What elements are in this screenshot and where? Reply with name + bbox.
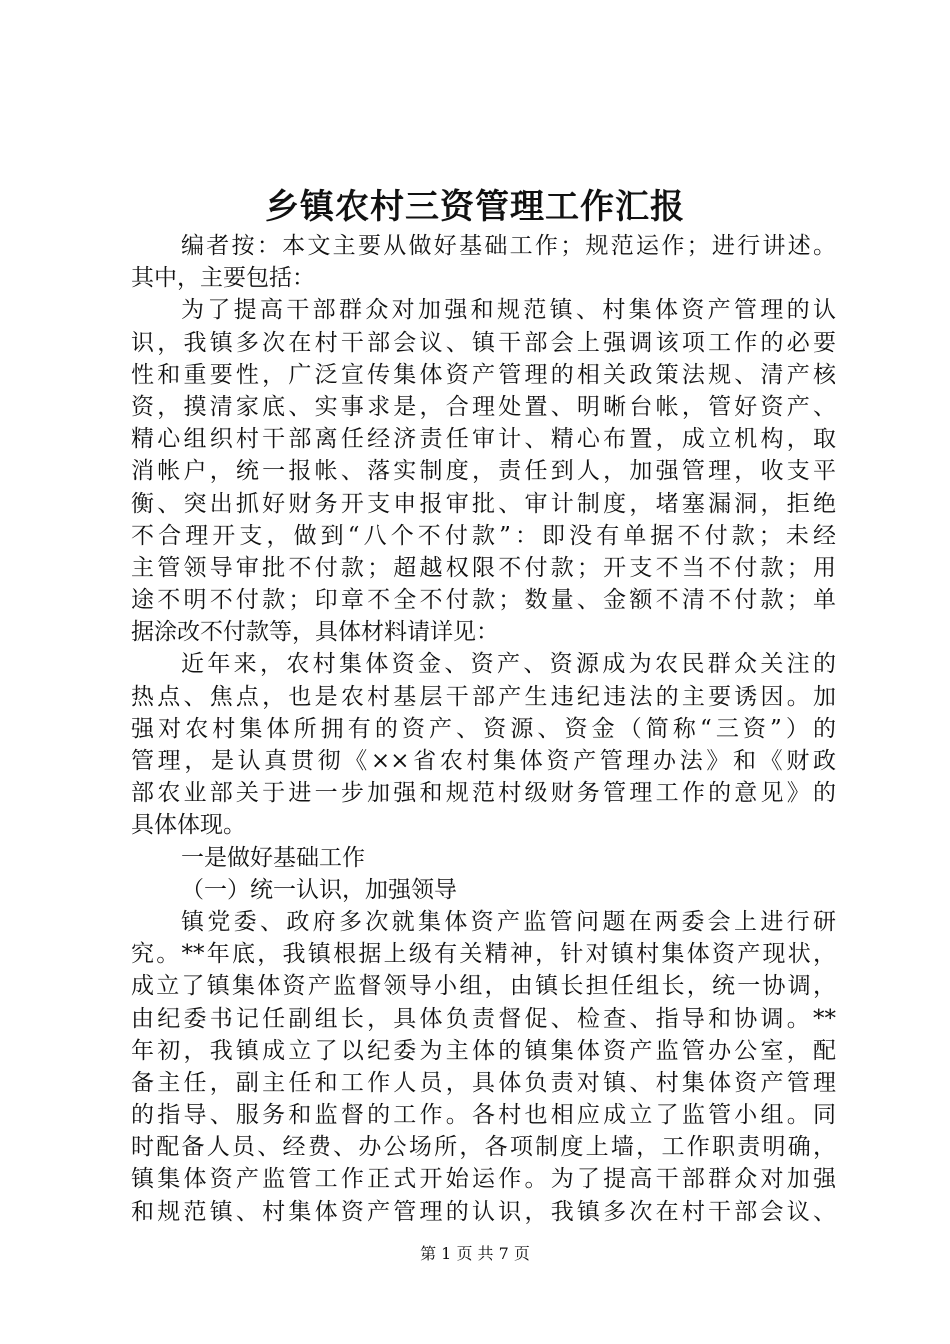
section-heading: 一是做好基础工作 [181,844,365,871]
text-line: 衡、突出抓好财务开支申报审批、审计制度，堵塞漏洞，拒绝 [131,490,836,517]
page-number-footer: 第 1 页 共 7 页 [420,1244,530,1263]
subsection-heading: （一）统一认识，加强领导 [181,876,457,903]
text-line: 近年来，农村集体资金、资产、资源成为农民群众关注的 [181,651,836,678]
text-line: 性和重要性，广泛宣传集体资产管理的相关政策法规、清产核 [131,361,836,388]
text-line: 成立了镇集体资产监督领导小组，由镇长担任组长，统一协调， [131,973,836,1000]
text-line: 编者按：本文主要从做好基础工作；规范运作；进行讲述。 [181,233,836,259]
document-body [131,230,836,1228]
text-line: 消帐户，统一报帐、落实制度，责任到人，加强管理，收支平 [131,458,836,485]
document-title: 乡镇农村三资管理工作汇报 [265,187,685,227]
text-line: 强对农村集体所拥有的资产、资源、资金（简称“三资”）的 [131,715,836,742]
text-line: 时配备人员、经费、办公场所，各项制度上墙，工作职责明确， [131,1134,836,1161]
text-line: 其中，主要包括： [131,265,315,292]
text-line: 的指导、服务和监督的工作。各村也相应成立了监管小组。同 [131,1102,836,1129]
text-line: 具体体现。 [131,812,246,839]
text-line: 热点、焦点，也是农村基层干部产生违纪违法的主要诱因。加 [131,683,836,710]
text-line: 由纪委书记任副组长，具体负责督促、检查、指导和协调。** [131,1005,836,1032]
text-line: 和规范镇、村集体资产管理的认识，我镇多次在村干部会议、 [131,1198,836,1225]
text-line: 精心组织村干部离任经济责任审计、精心布置，成立机构，取 [131,426,836,453]
text-line: 不合理开支，做到“八个不付款”：即没有单据不付款；未经 [131,522,836,549]
text-line: 主管领导审批不付款；超越权限不付款；开支不当不付款；用 [131,554,836,581]
text-line: 镇党委、政府多次就集体资产监管问题在两委会上进行研 [181,908,836,935]
text-line: 识，我镇多次在村干部会议、镇干部会上强调该项工作的必要 [131,329,836,356]
text-line: 镇集体资产监管工作正式开始运作。为了提高干部群众对加强 [131,1166,836,1193]
text-line: 备主任，副主任和工作人员，具体负责对镇、村集体资产管理 [131,1069,836,1096]
text-line: 年初，我镇成立了以纪委为主体的镇集体资产监管办公室，配 [131,1037,836,1064]
text-line: 途不明不付款；印章不全不付款；数量、金额不清不付款；单 [131,587,836,614]
text-line: 部农业部关于进一步加强和规范村级财务管理工作的意见》的 [131,780,836,807]
text-line: 为了提高干部群众对加强和规范镇、村集体资产管理的认 [181,297,836,324]
text-line: 资，摸清家底、实事求是，合理处置、明晰台帐，管好资产、 [131,393,836,420]
text-line: 究。**年底，我镇根据上级有关精神，针对镇村集体资产现状， [131,941,836,968]
text-line: 管理，是认真贯彻《××省农村集体资产管理办法》和《财政 [131,748,836,774]
text-line: 据涂改不付款等，具体材料请详见： [131,619,499,646]
